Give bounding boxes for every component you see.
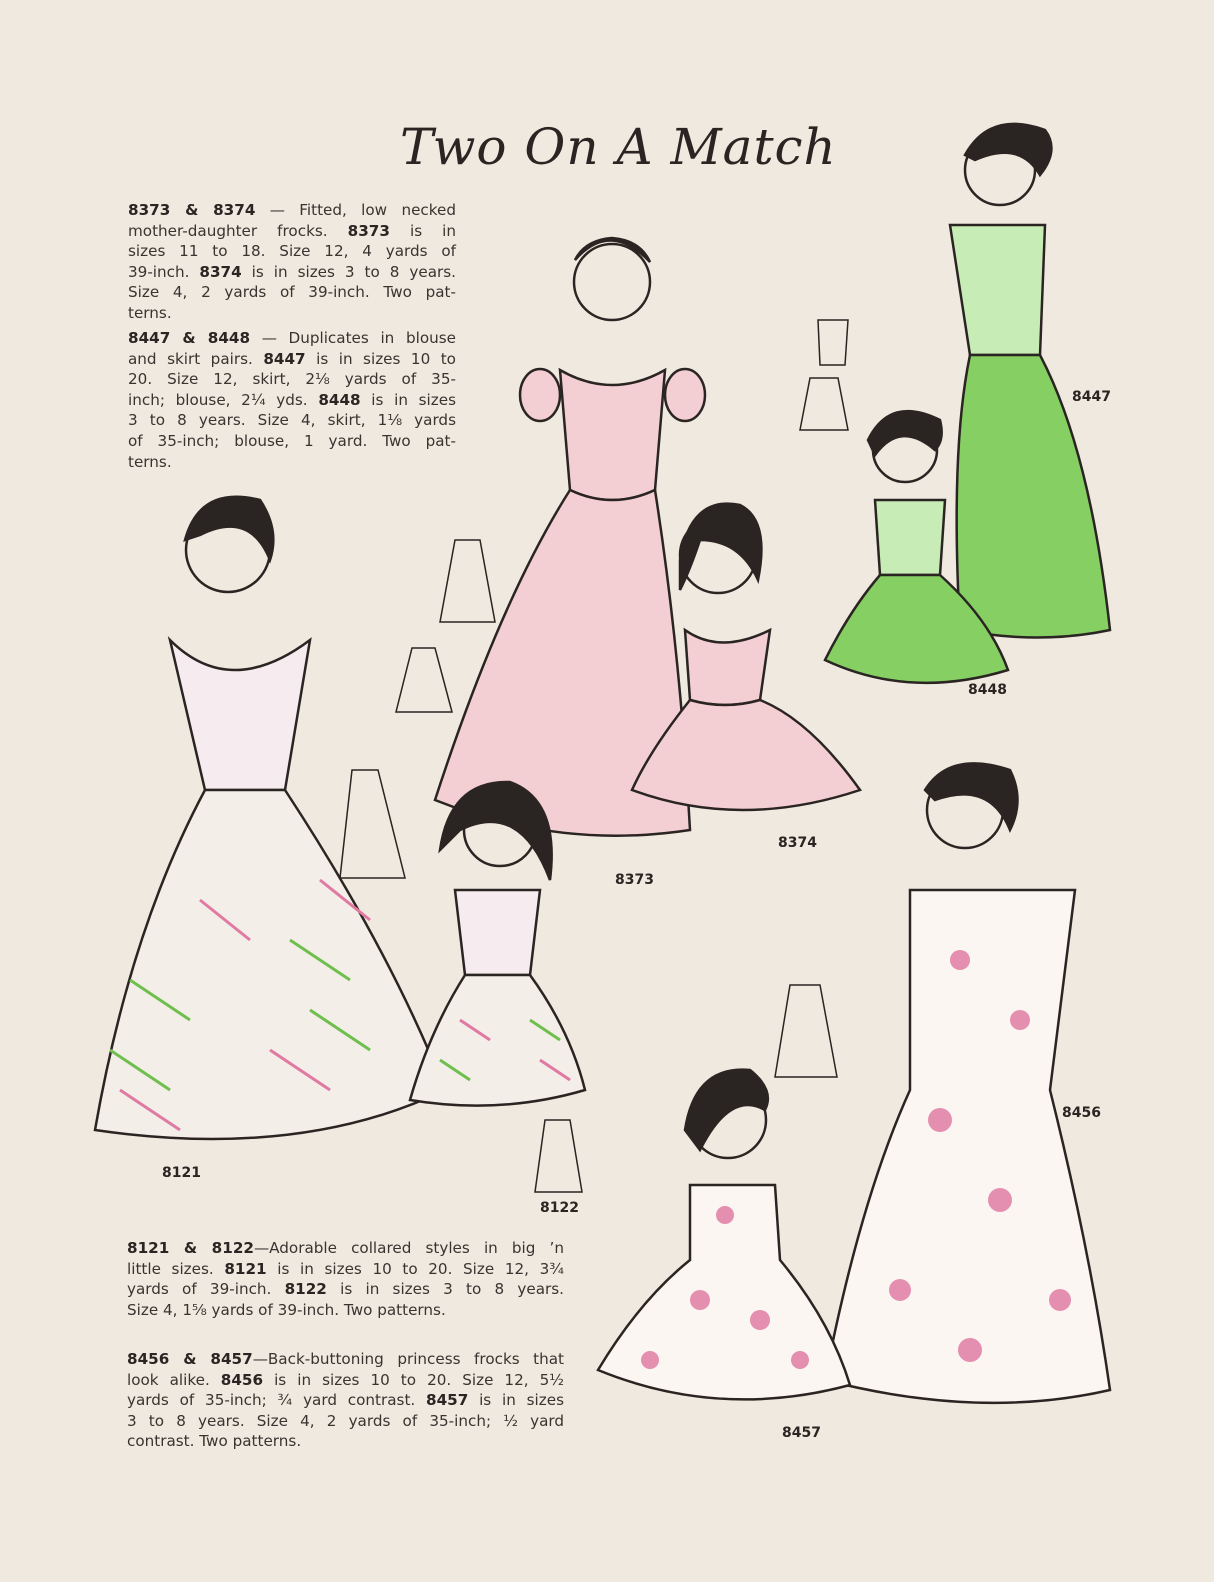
pattern-number-ref: 8373 & 8374 <box>128 201 256 219</box>
pattern-number-ref: 8448 <box>318 390 361 409</box>
text-segment: —Adorable collared styles in big ’n <box>253 1239 564 1257</box>
text-segment: is in sizes 3 to 8 years. <box>241 262 456 281</box>
text-segment: is in sizes <box>468 1391 564 1410</box>
text-segment: yards of 35-inch; ¾ yard contrast. <box>127 1391 427 1410</box>
text-segment: 3 to 8 years. Size 4, skirt, 1⅛ yards <box>128 411 456 430</box>
text-segment: is in <box>389 221 456 240</box>
text-segment: — Duplicates in blouse <box>250 329 457 347</box>
pattern-number-ref: 8121 <box>224 1259 267 1278</box>
text-segment: sizes 11 to 18. Size 12, 4 yards of <box>128 242 456 261</box>
pattern-number-ref: 8457 <box>426 1391 469 1410</box>
pattern-number-8457: 8457 <box>782 1425 821 1441</box>
pattern-number-ref: 8374 <box>199 262 242 281</box>
text-segment: is in sizes <box>360 390 456 409</box>
text-segment: is in sizes 3 to 8 years. <box>326 1280 565 1299</box>
text-segment: 3 to 8 years. Size 4, 2 yards of 35-inch; ½ yard <box>127 1411 564 1430</box>
pattern-number-8448: 8448 <box>968 682 1007 698</box>
pattern-number-8121: 8121 <box>162 1165 201 1181</box>
pattern-number-ref: 8122 <box>284 1280 327 1299</box>
text-segment: terns. <box>128 452 172 471</box>
text-segment: —Back-buttoning princess frocks that <box>252 1350 564 1368</box>
text-segment: look alike. <box>127 1370 221 1389</box>
pattern-number-8447: 8447 <box>1072 389 1111 405</box>
pattern-number-ref: 8121 & 8122 <box>127 1239 254 1257</box>
text-segment: mother-daughter frocks. <box>128 221 348 240</box>
text-segment: terns. <box>128 303 172 322</box>
text-segment: 39-inch. <box>128 262 200 281</box>
pattern-number-ref: 8373 <box>347 221 390 240</box>
illustration-8447 <box>950 124 1110 638</box>
text-segment: — Fitted, low necked <box>255 201 457 219</box>
pattern-number-ref: 8456 & 8457 <box>127 1350 253 1368</box>
pattern-number-8373: 8373 <box>615 872 654 888</box>
text-segment: and skirt pairs. <box>128 349 264 368</box>
pattern-number-8456: 8456 <box>1062 1105 1101 1121</box>
pattern-number-8374: 8374 <box>778 835 817 851</box>
pattern-number-ref: 8447 & 8448 <box>128 329 251 347</box>
illustration-8121 <box>95 497 445 1139</box>
text-segment: Size 4, 2 yards of 39-inch. Two pat- <box>128 283 456 302</box>
page-title: Two On A Match <box>400 118 837 176</box>
text-segment: inch; blouse, 2¼ yds. <box>128 390 319 409</box>
text-segment: little sizes. <box>127 1259 225 1278</box>
illustration-8456 <box>825 763 1110 1403</box>
text-segment: is in sizes 10 to 20. Size 12, 3¾ <box>266 1259 564 1278</box>
text-segment: 20. Size 12, skirt, 2⅛ yards of 35- <box>128 370 456 389</box>
text-segment: yards of 39-inch. <box>127 1280 285 1299</box>
pattern-number-ref: 8456 <box>220 1370 264 1389</box>
text-segment: of 35-inch; blouse, 1 yard. Two pat- <box>128 431 456 450</box>
illustration-8457 <box>598 1070 850 1400</box>
pattern-number-ref: 8447 <box>263 349 306 368</box>
text-segment: is in sizes 10 to 20. Size 12, 5½ <box>263 1370 564 1389</box>
text-segment: is in sizes 10 to <box>305 349 456 368</box>
text-segment: contrast. Two patterns. <box>127 1432 302 1451</box>
pattern-number-8122: 8122 <box>540 1200 579 1216</box>
text-segment: Size 4, 1⅝ yards of 39-inch. Two patterns. <box>127 1300 446 1319</box>
